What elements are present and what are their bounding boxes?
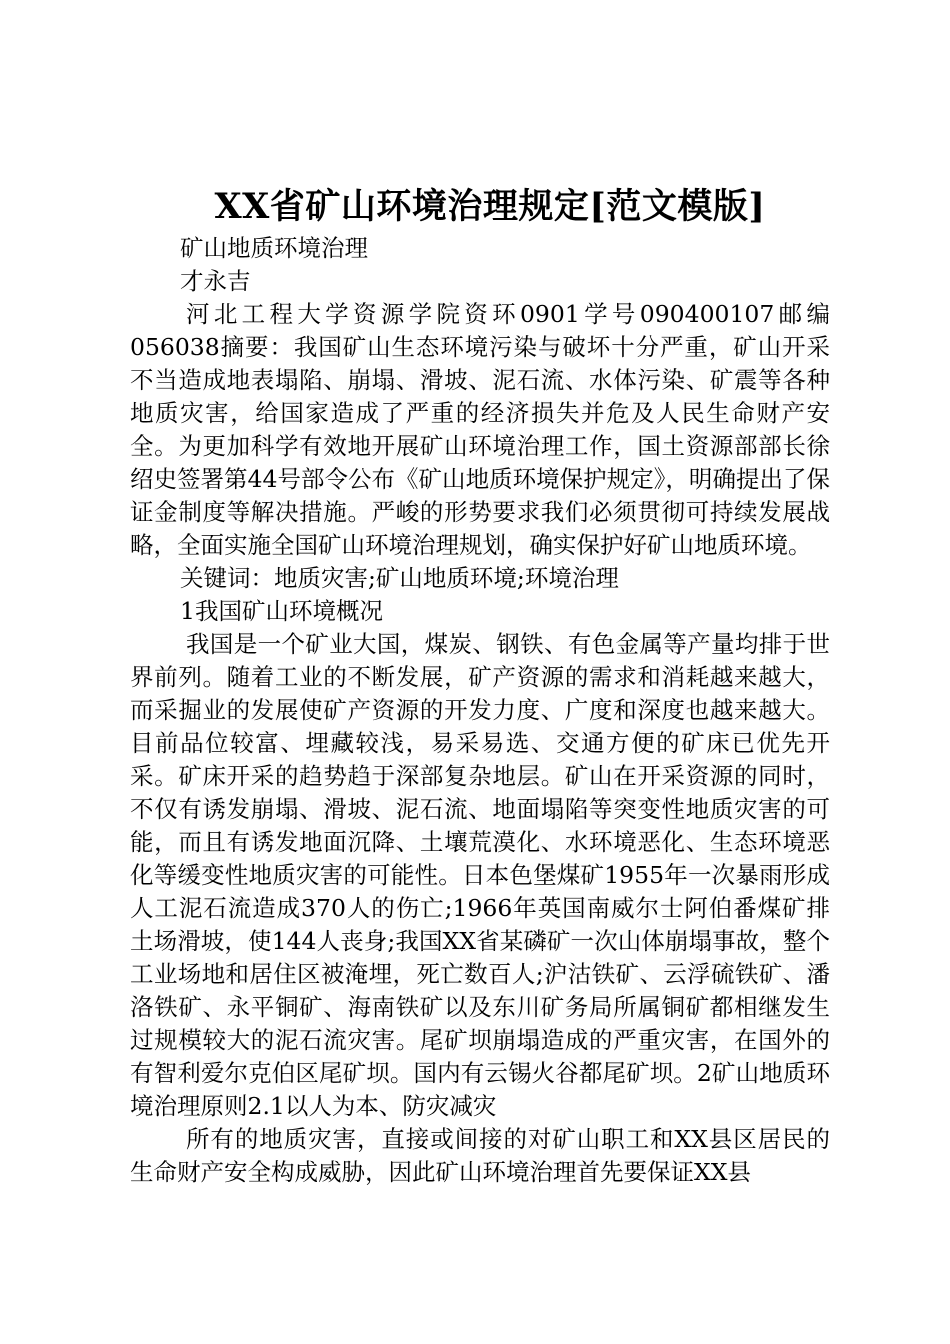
abstract-paragraph: 河北工程大学资源学院资环0901学号090400107邮编056038摘要：我国矿山生态环境污染与破坏十分严重，矿山开采不当造成地表塌陷、崩塌、滑坡、泥石流、水体污染、矿震等各种地质灾害，给国家造成了严重的经济损失并危及人民生命财产安全。为更加科学有效地开展矿山环境治理工作，国土资源部部长徐绍史签署第44号部令公布《矿山地质环境保护规定》，明确提出了保证金制度等解决措施。严峻的形势要求我们必须贯彻可持续发展战略，全面实施全国矿山环境治理规划，确实保护好矿山地质环境。	[130, 300, 830, 559]
author-name: 才永吉	[180, 267, 251, 295]
document-page	[130, 182, 830, 1189]
section-1-paragraph: 我国是一个矿业大国，煤炭、钢铁、有色金属等产量均排于世界前列。随着工业的不断发展，矿产资源的需求和消耗越来越大，而采掘业的发展使矿产资源的开发力度、广度和深度也越来越大。目前品位较富、埋藏较浅，易采易选、交通方便的矿床已优先开采。矿床开采的趋势趋于深部复杂地层。矿山在开采资源的同时，不仅有诱发崩塌、滑坡、泥石流、地面塌陷等突变性地质灾害的可能，而且有诱发地面沉降、土壤荒漠化、水环境恶化、生态环境恶化等缓变性地质灾害的可能性。日本色堡煤矿1955年一次暴雨形成人工泥石流造成370人的伤亡;1966年英国南威尔士阿伯番煤矿排土场滑坡，使144人丧身;我国XX省某磷矿一次山体崩塌事故，整个工业场地和居住区被淹埋，死亡数百人;沪沽铁矿、云浮硫铁矿、潘洛铁矿、永平铜矿、海南铁矿以及东川矿务局所属铜矿都相继发生过规模较大的泥石流灾害。尾矿坝崩塌造成的严重灾害，在国外的有智利爱尔克伯区尾矿坝。国内有云锡火谷都尾矿坝。2矿山地质环境治理原则2.1以人为本、防灾减灾	[130, 630, 830, 1120]
document-title: XX省矿山环境治理规定[范文模版]	[214, 186, 766, 227]
section-2-paragraph: 所有的地质灾害，直接或间接的对矿山职工和XX县区居民的生命财产安全构成威胁，因此矿山环境治理首先要保证XX县	[130, 1125, 830, 1186]
document-subtitle: 矿山地质环境治理	[180, 234, 368, 262]
keywords-line: 关键词：地质灾害;矿山地质环境;环境治理	[180, 564, 619, 592]
section-1-heading: 1我国矿山环境概况	[180, 597, 383, 625]
